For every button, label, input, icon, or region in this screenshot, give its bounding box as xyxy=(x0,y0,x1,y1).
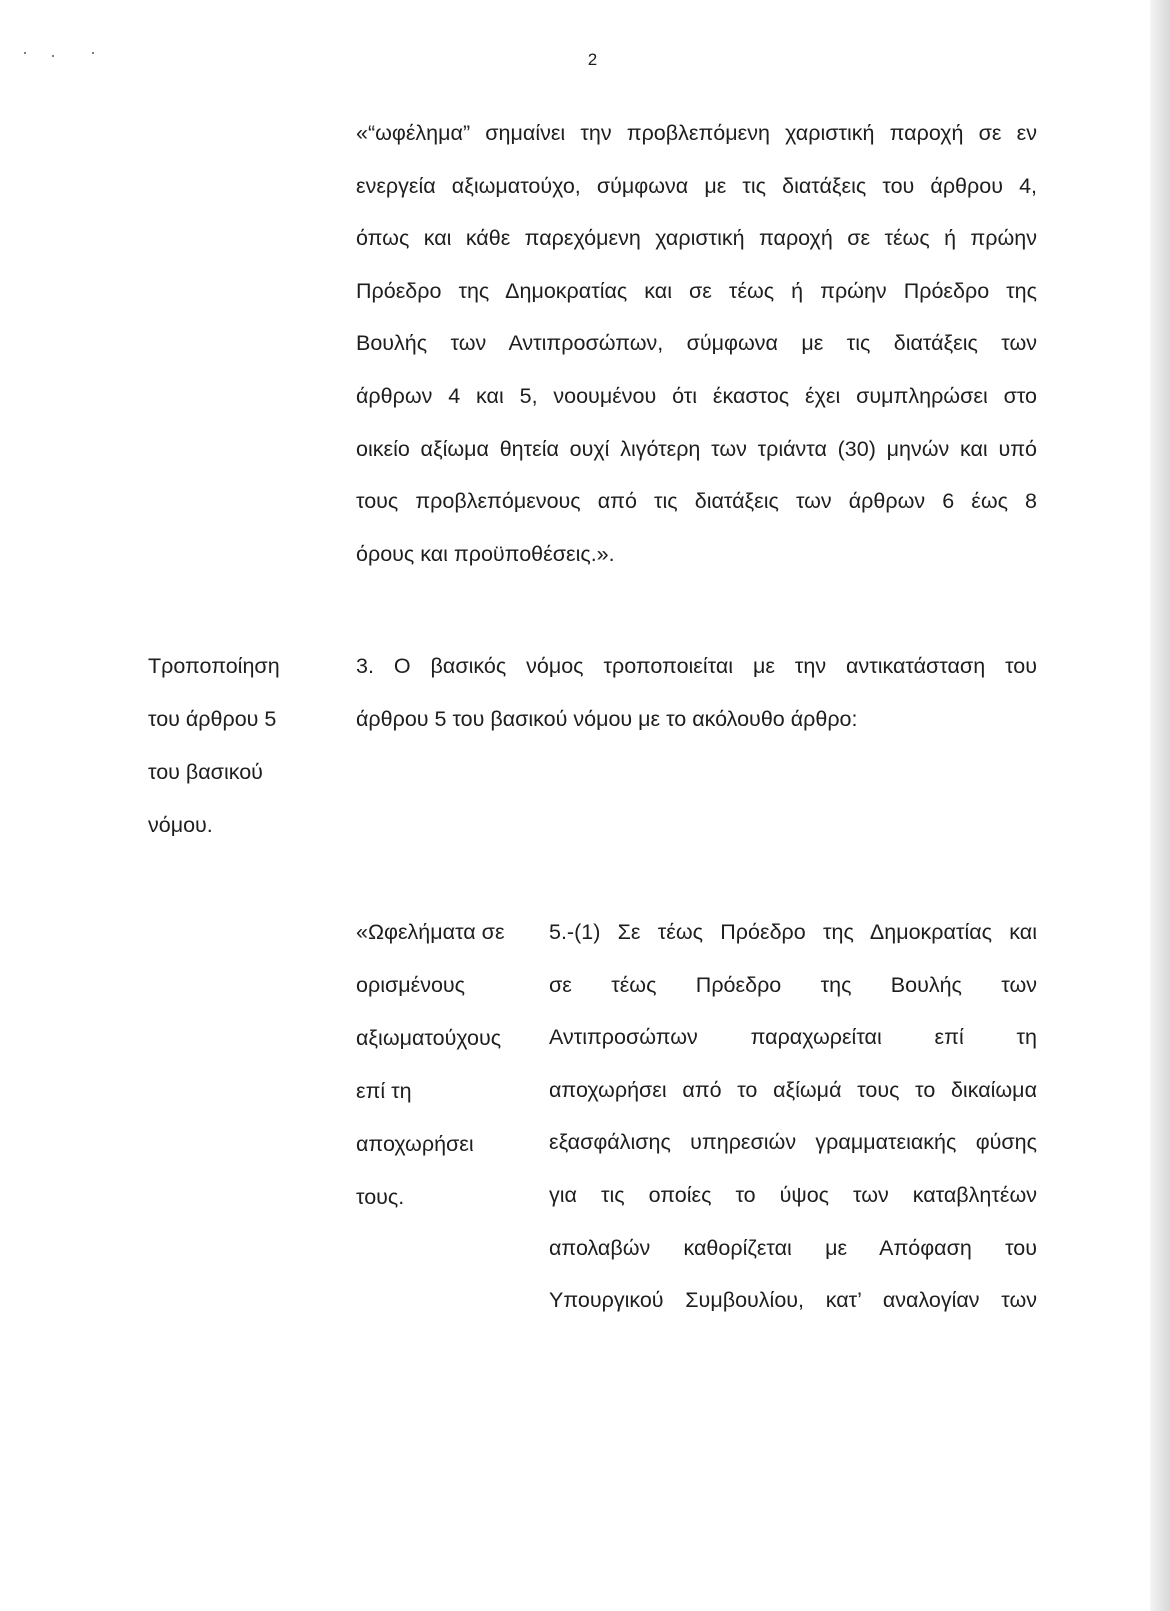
amendment-paragraph xyxy=(356,640,1037,745)
paragraph-line: Βουλής των Αντιπροσώπων, σύμφωνα με τις διατάξεις των xyxy=(356,331,1037,356)
marginal-note-line: αξιωματούχους xyxy=(356,1026,502,1050)
amendment-marginal-note xyxy=(148,640,280,852)
paragraph-line: Υπουργικού Συμβουλίου, κατ’ αναλογίαν των xyxy=(549,1288,1037,1313)
paragraph-line: εξασφάλισης υπηρεσιών γραμματειακής φύσης xyxy=(549,1130,1037,1155)
paragraph-line: άρθρου 5 του βασικού νόμου με το ακόλουθο άρθρο: xyxy=(356,706,858,731)
paragraph-line: οικείο αξίωμα θητεία ουχί λιγότερη των τριάντα (30) μηνών και υπό xyxy=(356,436,1037,461)
paragraph-line: Αντιπροσώπων παραχωρείται επί τη xyxy=(549,1025,1037,1050)
marginal-note-line: του βασικού xyxy=(148,760,263,784)
paragraph-line: 5.-(1) Σε τέως Πρόεδρο της Δημοκρατίας και xyxy=(549,920,1037,944)
paragraph-line: όρους και προϋποθέσεις.». xyxy=(356,541,615,566)
marginal-note-line: αποχωρήσει xyxy=(356,1132,474,1156)
paragraph-line: 3. Ο βασικός νόμος τροποποιείται με την αντικατάσταση του xyxy=(356,654,1037,678)
paragraph-line: «“ωφέλημα” σημαίνει την προβλεπόμενη χαριστική παροχή σε εν xyxy=(356,121,1037,145)
marginal-note-line: επί τη xyxy=(356,1079,412,1103)
paragraph-line: Πρόεδρο της Δημοκρατίας και σε τέως ή πρώην Πρόεδρο της xyxy=(356,278,1037,303)
definition-paragraph xyxy=(356,107,1037,580)
paragraph-line: τους προβλεπόμενους από τις διατάξεις των άρθρων 6 έως 8 xyxy=(356,489,1037,514)
marginal-note-line: ορισμένους xyxy=(356,973,466,997)
paragraph-line: αποχωρήσει από το αξίωμά τους το δικαίωμα xyxy=(549,1077,1037,1102)
paragraph-line: ενεργεία αξιωματούχο, σύμφωνα με τις διατάξεις του άρθρου 4, xyxy=(356,173,1037,198)
marginal-note-line: τους. xyxy=(356,1185,405,1209)
marginal-note-line: του άρθρου 5 xyxy=(148,707,277,731)
page-number: 2 xyxy=(587,50,598,69)
article-5-text xyxy=(549,906,1037,1327)
paragraph-line: για τις οποίες το ύψος των καταβλητέων xyxy=(549,1182,1037,1207)
paragraph-line: απολαβών καθορίζεται με Απόφαση του xyxy=(549,1235,1037,1260)
page-edge-shadow xyxy=(1150,0,1170,1611)
marginal-note-line: νόμου. xyxy=(148,813,213,837)
marginal-note-line: Τροποποίηση xyxy=(148,654,280,678)
article-marginal-note xyxy=(356,906,505,1224)
paragraph-line: όπως και κάθε παρεχόμενη χαριστική παροχή σε τέως ή πρώην xyxy=(356,226,1037,251)
paragraph-line: άρθρων 4 και 5, νοουμένου ότι έκαστος έχει συμπληρώσει στο xyxy=(356,383,1037,408)
marginal-note-line: «Ωφελήματα σε xyxy=(356,920,505,944)
paragraph-line: σε τέως Πρόεδρο της Βουλής των xyxy=(549,972,1037,997)
